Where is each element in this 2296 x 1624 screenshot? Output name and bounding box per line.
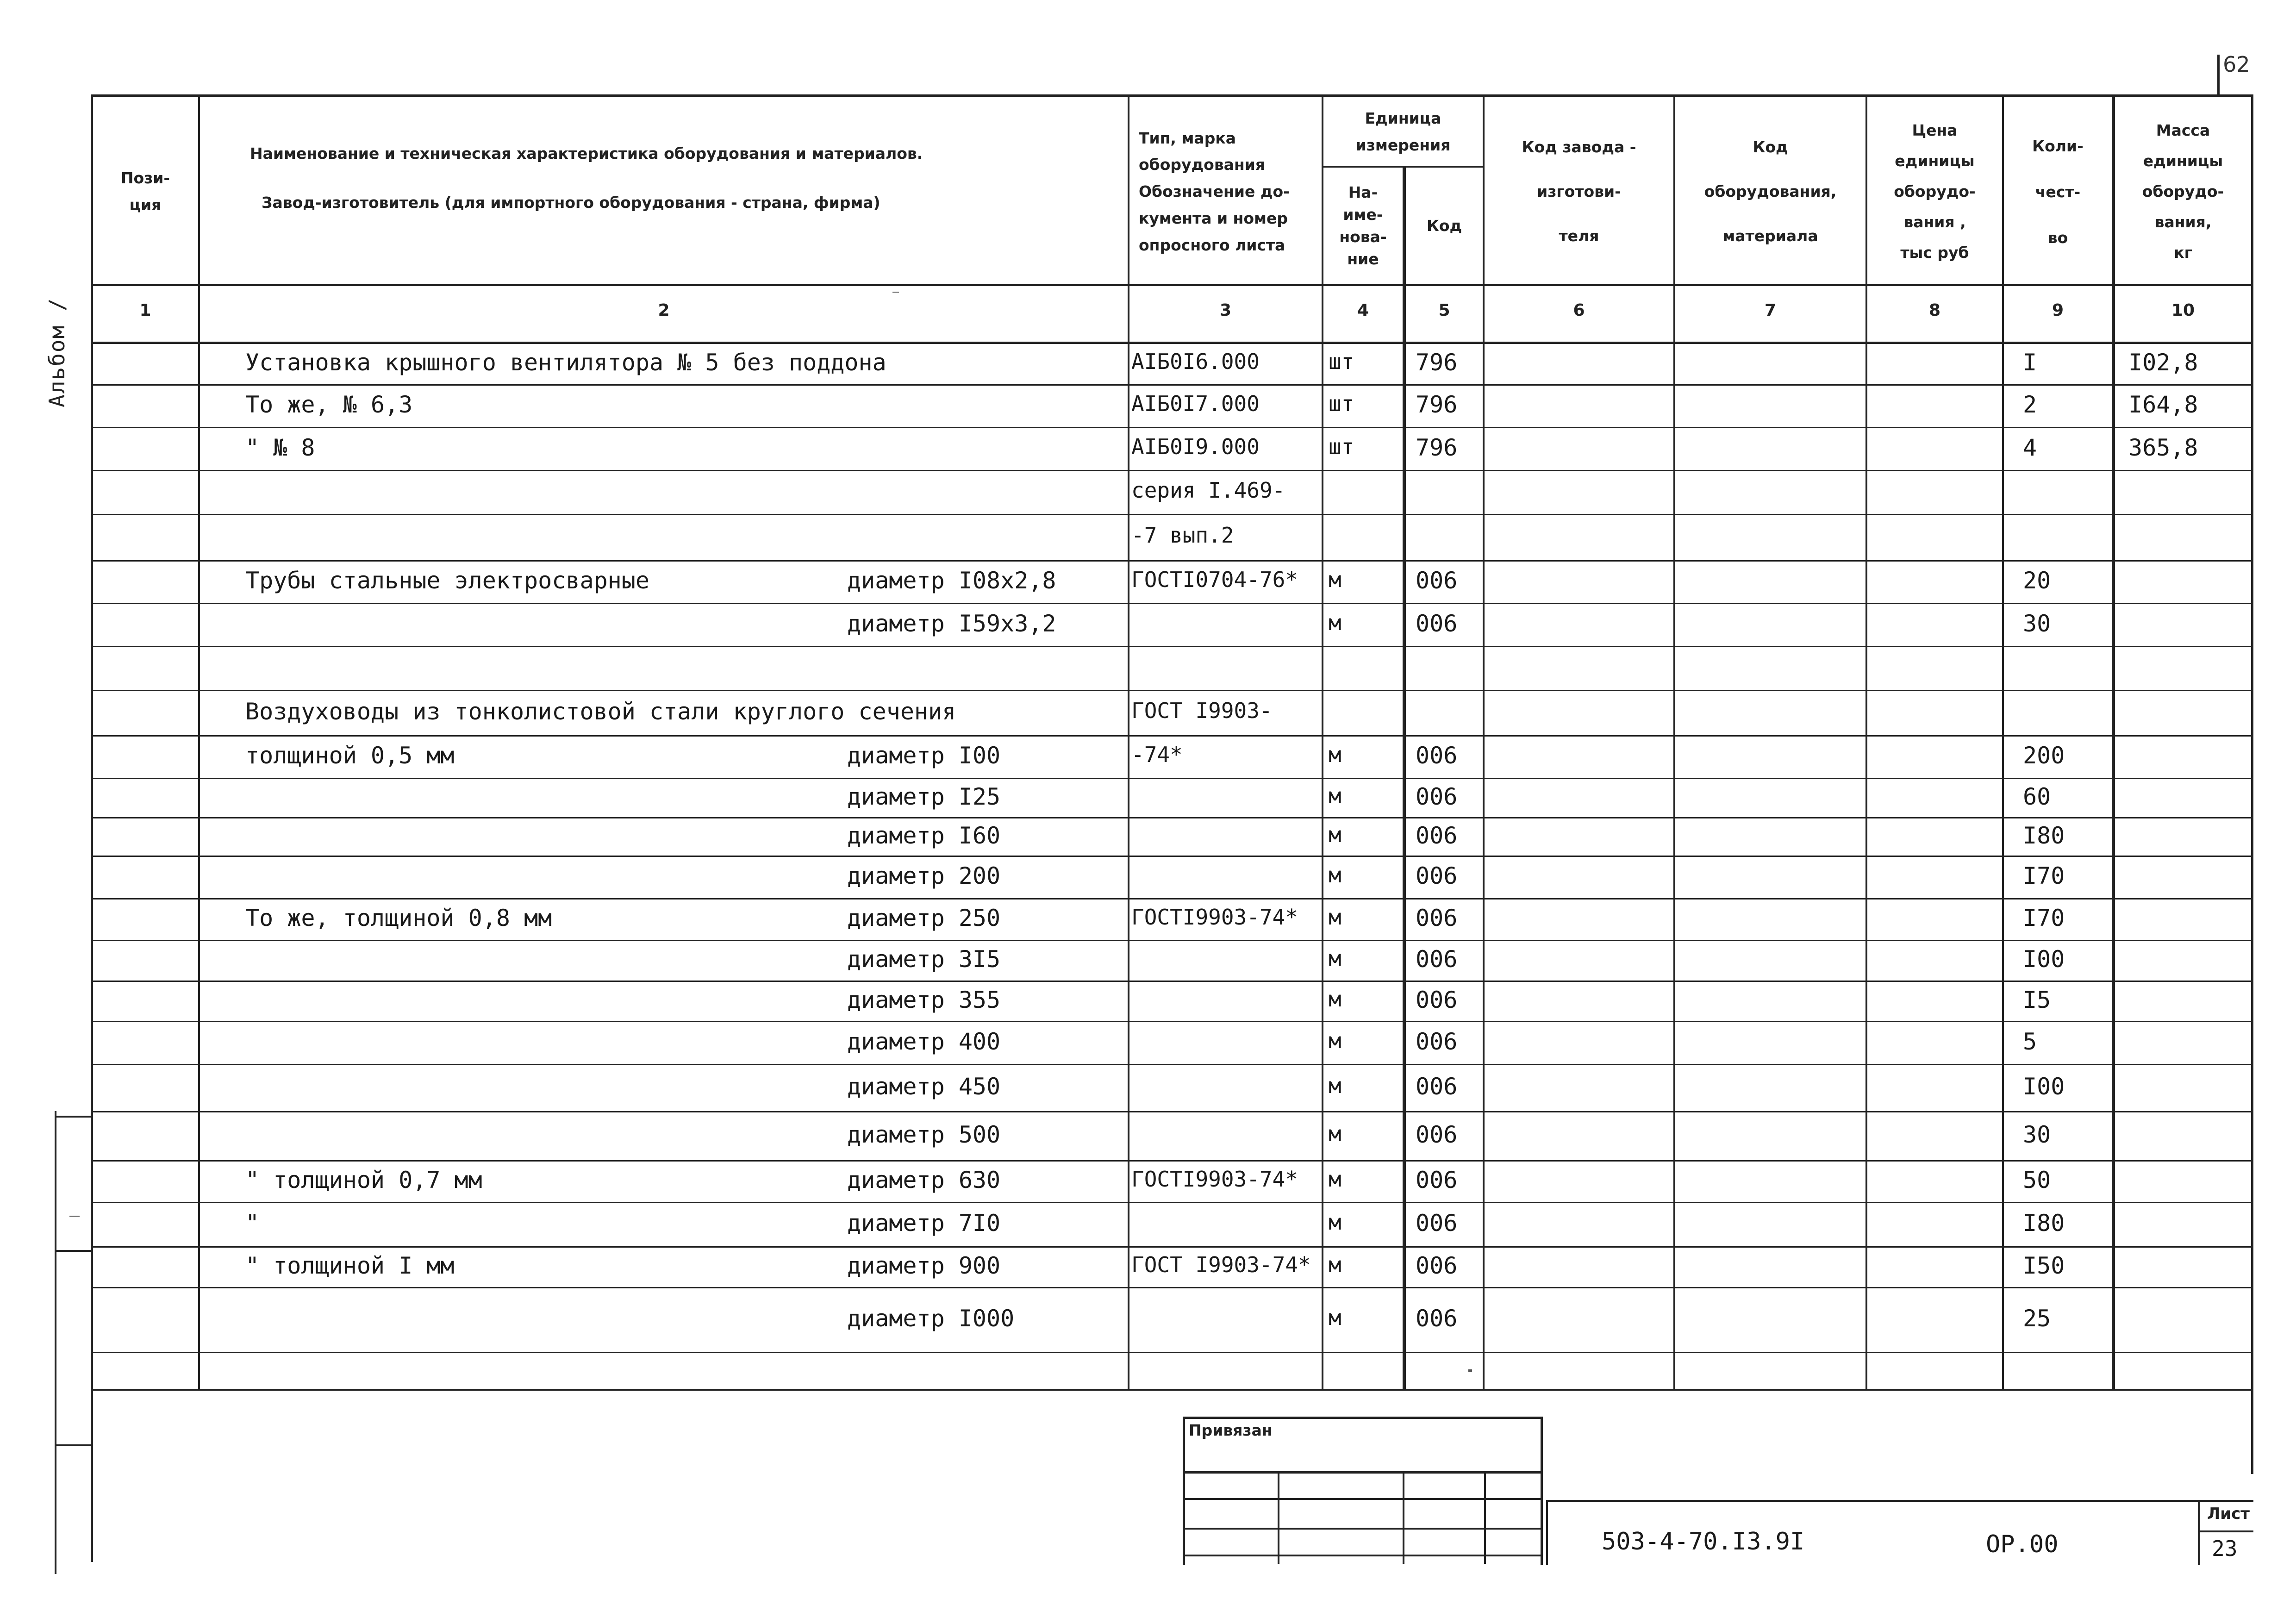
item-name: То же, № 6,3	[245, 391, 413, 418]
item-unit-code: 006	[1416, 822, 1458, 849]
row-separator	[91, 560, 2253, 562]
scan-mark	[892, 292, 899, 293]
item-document: АIБ0I7.000	[1131, 391, 1260, 416]
item-unit-name: шт	[1329, 349, 1354, 374]
item-unit-code: 006	[1416, 862, 1458, 889]
item-diameter: диаметр 355	[847, 986, 1001, 1013]
item-unit-code: 006	[1416, 1210, 1458, 1237]
item-unit-name: м	[1329, 1167, 1341, 1192]
column-number-9: 9	[2052, 301, 2064, 320]
item-unit-mass: I02,8	[2128, 349, 2198, 376]
row-separator	[91, 940, 2253, 941]
album-label: Альбом /	[44, 297, 69, 407]
item-diameter: диаметр 200	[847, 862, 1001, 889]
row-separator	[91, 1021, 2253, 1022]
item-unit-code: 006	[1416, 905, 1458, 931]
col-divider-9	[2112, 94, 2115, 1389]
sheet-number: 23	[2212, 1536, 2238, 1561]
item-name: Установка крышного вентилятора № 5 без поддона	[245, 349, 886, 376]
item-unit-code: 006	[1416, 1073, 1458, 1100]
item-unit-name: м	[1329, 1028, 1341, 1053]
col-divider-3	[1322, 94, 1323, 1389]
stamp-col-2	[1403, 1471, 1404, 1564]
item-quantity: 50	[2023, 1167, 2051, 1193]
item-unit-code: 006	[1416, 742, 1458, 769]
item-document: ГОСТI9903-74*	[1131, 905, 1298, 930]
item-unit-code: 006	[1416, 1028, 1458, 1055]
header-name-line2: Завод-изготовитель (для импортного оборудования - страна, фирма)	[262, 194, 880, 212]
item-unit-name: м	[1329, 822, 1341, 847]
item-quantity: 60	[2023, 783, 2051, 810]
item-diameter: диаметр 500	[847, 1121, 1001, 1148]
left-margin-tick	[55, 1116, 92, 1118]
document-code: 503-4-70.I3.9I	[1602, 1528, 1805, 1555]
left-margin-tick	[55, 1444, 92, 1446]
col-divider-1	[198, 94, 200, 1389]
item-quantity: I80	[2023, 822, 2065, 849]
left-margin-tick	[55, 1250, 92, 1252]
item-diameter: диаметр 7I0	[847, 1210, 1001, 1237]
sheet-box-left	[2198, 1500, 2200, 1565]
header-name-line1: Наименование и техническая характеристика оборудования и материалов.	[250, 144, 923, 162]
item-unit-name: м	[1329, 1252, 1341, 1277]
row-separator	[91, 384, 2253, 386]
item-name: " № 8	[245, 434, 315, 461]
header-unit-name: На- име- нова- ние	[1339, 183, 1387, 268]
item-document: -7 вып.2	[1131, 523, 1234, 548]
item-quantity: I50	[2023, 1252, 2065, 1279]
item-unit-name: м	[1329, 1121, 1341, 1146]
page-number: 62	[2223, 52, 2250, 77]
item-unit-name: м	[1329, 783, 1341, 808]
item-document: -74*	[1131, 742, 1183, 767]
item-document: АIБ0I6.000	[1131, 349, 1260, 374]
row-separator	[91, 1160, 2253, 1162]
stamp-top	[1183, 1417, 1543, 1419]
row-separator	[91, 514, 2253, 515]
row-separator	[91, 1246, 2253, 1248]
col-divider-2	[1128, 94, 1129, 1389]
item-diameter: диаметр 900	[847, 1252, 1001, 1279]
item-unit-name: м	[1329, 1305, 1341, 1330]
item-quantity: 200	[2023, 742, 2065, 769]
left-margin-dash	[69, 1216, 80, 1217]
header-plant-code: Код завода - изготови- теля	[1522, 138, 1636, 245]
column-number-5: 5	[1438, 301, 1450, 320]
item-name: Воздуховоды из тонколистовой стали круглого сечения	[245, 698, 956, 725]
body-bottom-border	[91, 1389, 2253, 1391]
item-unit-name: м	[1329, 610, 1341, 635]
item-unit-name: м	[1329, 1073, 1341, 1098]
page-number-bar	[2217, 55, 2220, 94]
item-diameter: диаметр I60	[847, 822, 1001, 849]
header-unit-code: Код	[1426, 217, 1462, 235]
item-unit-mass: 365,8	[2128, 434, 2198, 461]
row-separator	[91, 1287, 2253, 1288]
item-unit-name: шт	[1329, 434, 1354, 459]
item-document: ГОСТ I9903-	[1131, 698, 1273, 723]
stamp-left	[1183, 1417, 1185, 1565]
header-type-mark: Тип, марка оборудования Обозначение до- кумента и номер опросного листа	[1139, 129, 1290, 254]
item-quantity: I00	[2023, 946, 2065, 973]
sheet-box-divider	[2198, 1530, 2253, 1532]
stamp-attached-label: Привязан	[1189, 1421, 1273, 1439]
stamp-row-3	[1183, 1528, 1543, 1530]
item-document: АIБ0I9.000	[1131, 434, 1260, 459]
item-diameter: диаметр I59х3,2	[847, 610, 1056, 637]
item-diameter: диаметр 630	[847, 1167, 1001, 1193]
scan-mark	[1468, 1369, 1472, 1372]
item-diameter: диаметр 450	[847, 1073, 1001, 1100]
column-number-3: 3	[1219, 301, 1232, 320]
item-diameter: диаметр 250	[847, 905, 1001, 931]
item-unit-name: м	[1329, 1210, 1341, 1235]
left-margin-line	[55, 1111, 56, 1574]
item-unit-name: м	[1329, 986, 1341, 1012]
item-unit-code: 006	[1416, 1305, 1458, 1332]
item-unit-code: 796	[1416, 434, 1458, 461]
item-unit-name: м	[1329, 567, 1341, 592]
stamp-row-1	[1183, 1471, 1543, 1474]
column-number-2: 2	[658, 301, 670, 320]
item-quantity: I5	[2023, 986, 2051, 1013]
header-unit-mass: Масса единицы оборудо- вания, кг	[2142, 121, 2224, 262]
item-unit-name: м	[1329, 946, 1341, 971]
row-separator	[91, 1202, 2253, 1203]
item-diameter: диаметр I00	[847, 742, 1001, 769]
item-quantity: 2	[2023, 391, 2037, 418]
item-unit-code: 006	[1416, 567, 1458, 594]
item-diameter: диаметр I08х2,8	[847, 567, 1056, 594]
item-unit-code: 006	[1416, 610, 1458, 637]
item-quantity: I70	[2023, 905, 2065, 931]
col-divider-4	[1403, 166, 1406, 1389]
col-divider-8	[2002, 94, 2004, 1389]
item-quantity: 25	[2023, 1305, 2051, 1332]
column-number-4: 4	[1357, 301, 1369, 320]
row-separator	[91, 690, 2253, 691]
title-block-left	[1546, 1500, 1548, 1565]
item-unit-code: 796	[1416, 391, 1458, 418]
sheet-label: Лист	[2207, 1505, 2250, 1523]
item-quantity: I80	[2023, 1210, 2065, 1237]
item-unit-name: м	[1329, 742, 1341, 767]
column-number-8: 8	[1928, 301, 1941, 320]
stamp-right	[1541, 1417, 1543, 1565]
row-separator	[91, 898, 2253, 899]
column-number-10: 10	[2171, 301, 2195, 320]
row-separator	[91, 981, 2253, 982]
item-quantity: I00	[2023, 1073, 2065, 1100]
item-unit-code: 006	[1416, 783, 1458, 810]
item-unit-mass: I64,8	[2128, 391, 2198, 418]
header-position: Пози- ция	[120, 169, 170, 214]
item-name: "	[245, 1210, 260, 1237]
item-name: толщиной 0,5 мм	[245, 742, 455, 769]
column-number-6: 6	[1573, 301, 1585, 320]
item-unit-code: 006	[1416, 946, 1458, 973]
item-document: ГОСТI0704-76*	[1131, 567, 1298, 592]
header-quantity: Коли- чест- во	[2032, 137, 2084, 247]
item-document: серия I.469-	[1131, 477, 1285, 503]
column-number-7: 7	[1764, 301, 1777, 320]
item-diameter: диаметр I000	[847, 1305, 1015, 1332]
stamp-col-3	[1484, 1471, 1486, 1564]
row-separator	[91, 856, 2253, 857]
item-quantity: I	[2023, 349, 2037, 376]
row-separator	[91, 646, 2253, 647]
item-quantity: I70	[2023, 862, 2065, 889]
row-separator	[91, 603, 2253, 604]
row-separator	[91, 427, 2253, 428]
row-separator	[91, 1352, 2253, 1353]
header-unit-price: Цена единицы оборудо- вания , тыс руб	[1894, 121, 1976, 262]
stamp-row-2	[1183, 1498, 1543, 1500]
item-diameter: диаметр I25	[847, 783, 1001, 810]
stamp-col-1	[1278, 1471, 1279, 1564]
item-name: То же, толщиной 0,8 мм	[245, 905, 552, 931]
row-separator	[91, 1064, 2253, 1065]
item-unit-code: 006	[1416, 986, 1458, 1013]
item-quantity: 30	[2023, 1121, 2051, 1148]
stamp-row-4	[1183, 1555, 1543, 1556]
col-divider-7	[1866, 94, 1867, 1389]
header-equip-code: Код оборудования, материала	[1704, 138, 1837, 245]
column-number-1: 1	[139, 301, 151, 320]
column-numbers-bottom-border	[91, 342, 2253, 344]
item-unit-code: 796	[1416, 349, 1458, 376]
item-diameter: диаметр 400	[847, 1028, 1001, 1055]
row-separator	[91, 1111, 2253, 1112]
item-unit-code: 006	[1416, 1252, 1458, 1279]
item-name: " толщиной 0,7 мм	[245, 1167, 482, 1193]
row-separator	[91, 470, 2253, 471]
item-diameter: диаметр 3I5	[847, 946, 1001, 973]
item-quantity: 4	[2023, 434, 2037, 461]
item-quantity: 30	[2023, 610, 2051, 637]
table-top-border	[91, 94, 2253, 97]
item-name: Трубы стальные электросварные	[245, 567, 649, 594]
item-unit-name: шт	[1329, 391, 1354, 416]
section-code: ОР.00	[1986, 1530, 2059, 1558]
row-separator	[91, 735, 2253, 737]
item-document: ГОСТI9903-74*	[1131, 1167, 1298, 1192]
item-unit-code: 006	[1416, 1167, 1458, 1193]
row-separator	[91, 778, 2253, 779]
item-name: " толщиной I мм	[245, 1252, 455, 1279]
row-separator	[91, 817, 2253, 818]
header-unit-group: Единица измерения	[1355, 109, 1451, 154]
item-quantity: 20	[2023, 567, 2051, 594]
title-block-top	[1546, 1500, 2253, 1502]
col-divider-6	[1673, 94, 1675, 1389]
item-unit-code: 006	[1416, 1121, 1458, 1148]
col-divider-5	[1483, 94, 1485, 1389]
header-bottom-border	[91, 284, 2253, 286]
item-quantity: 5	[2023, 1028, 2037, 1055]
item-document: ГОСТ I9903-74*	[1131, 1252, 1311, 1277]
item-unit-name: м	[1329, 862, 1341, 887]
item-unit-name: м	[1329, 905, 1341, 930]
frame-right	[2251, 94, 2253, 1474]
